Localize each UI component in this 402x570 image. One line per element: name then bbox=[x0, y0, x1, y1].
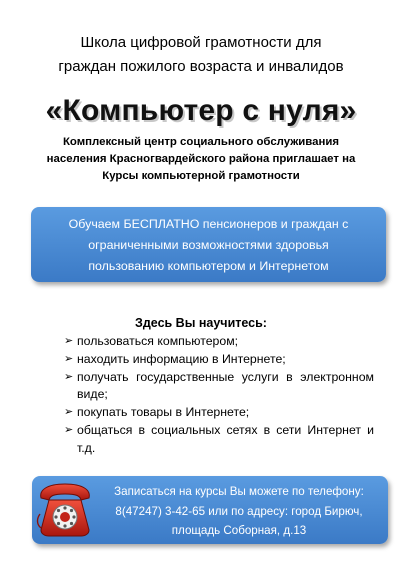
learn-title: Здесь Вы научитесь: bbox=[135, 316, 267, 330]
contact-banner bbox=[32, 476, 388, 544]
contact-text bbox=[90, 482, 388, 541]
header-line-2: граждан пожилого возраста и инвалидов bbox=[58, 58, 344, 75]
list-item-text: пользоваться компьютером; bbox=[77, 334, 239, 348]
list-item bbox=[64, 404, 374, 422]
arrow-bullet-icon: ➢ bbox=[64, 406, 74, 419]
contact-line-1: Записаться на курсы Вы можете по телефону: bbox=[114, 485, 364, 498]
list-item-text: покупать товары в Интернете; bbox=[77, 405, 250, 420]
arrow-bullet-icon: ➢ bbox=[64, 423, 74, 436]
list-item bbox=[64, 351, 374, 369]
telephone-icon bbox=[35, 480, 95, 538]
arrow-bullet-icon: ➢ bbox=[64, 335, 74, 347]
list-item-text: получать государственные услуги в электронном виде; bbox=[77, 369, 374, 402]
list-item-text: общаться в социальных сетях в сети Интернет и т.д. bbox=[77, 422, 374, 455]
arrow-bullet-icon: ➢ bbox=[64, 370, 74, 383]
list-item bbox=[64, 333, 374, 351]
arrow-bullet-icon: ➢ bbox=[64, 352, 74, 365]
contact-line-3: площадь Соборная, д.13 bbox=[171, 524, 307, 537]
header bbox=[0, 31, 402, 79]
org-line-1: Комплексный центр социального обслуживания bbox=[62, 136, 340, 148]
offer-line-2: ограниченными возможностями здоровья bbox=[88, 238, 329, 252]
list-item-text: находить информацию в Интернете; bbox=[77, 351, 286, 366]
offer-line-1: Обучаем БЕСПЛАТНО пенсионеров и граждан с bbox=[68, 217, 349, 231]
offer-line-3: пользованию компьютером и Интернетом bbox=[88, 259, 329, 273]
organization-text bbox=[0, 134, 402, 185]
contact-line-2: 8(47247) 3-42-65 или по адресу: город Бирюч, bbox=[115, 504, 363, 518]
org-line-2: населения Красногвардейского района приглашает на bbox=[46, 153, 356, 165]
free-training-banner bbox=[31, 207, 386, 282]
page-title: «Компьютер с нуля» bbox=[45, 94, 357, 127]
header-line-1: Школа цифровой грамотности для bbox=[80, 34, 322, 51]
org-line-3: Курсы компьютерной грамотности bbox=[102, 170, 300, 182]
list-item bbox=[64, 422, 374, 458]
list-item bbox=[64, 369, 374, 405]
learn-list bbox=[64, 333, 374, 458]
